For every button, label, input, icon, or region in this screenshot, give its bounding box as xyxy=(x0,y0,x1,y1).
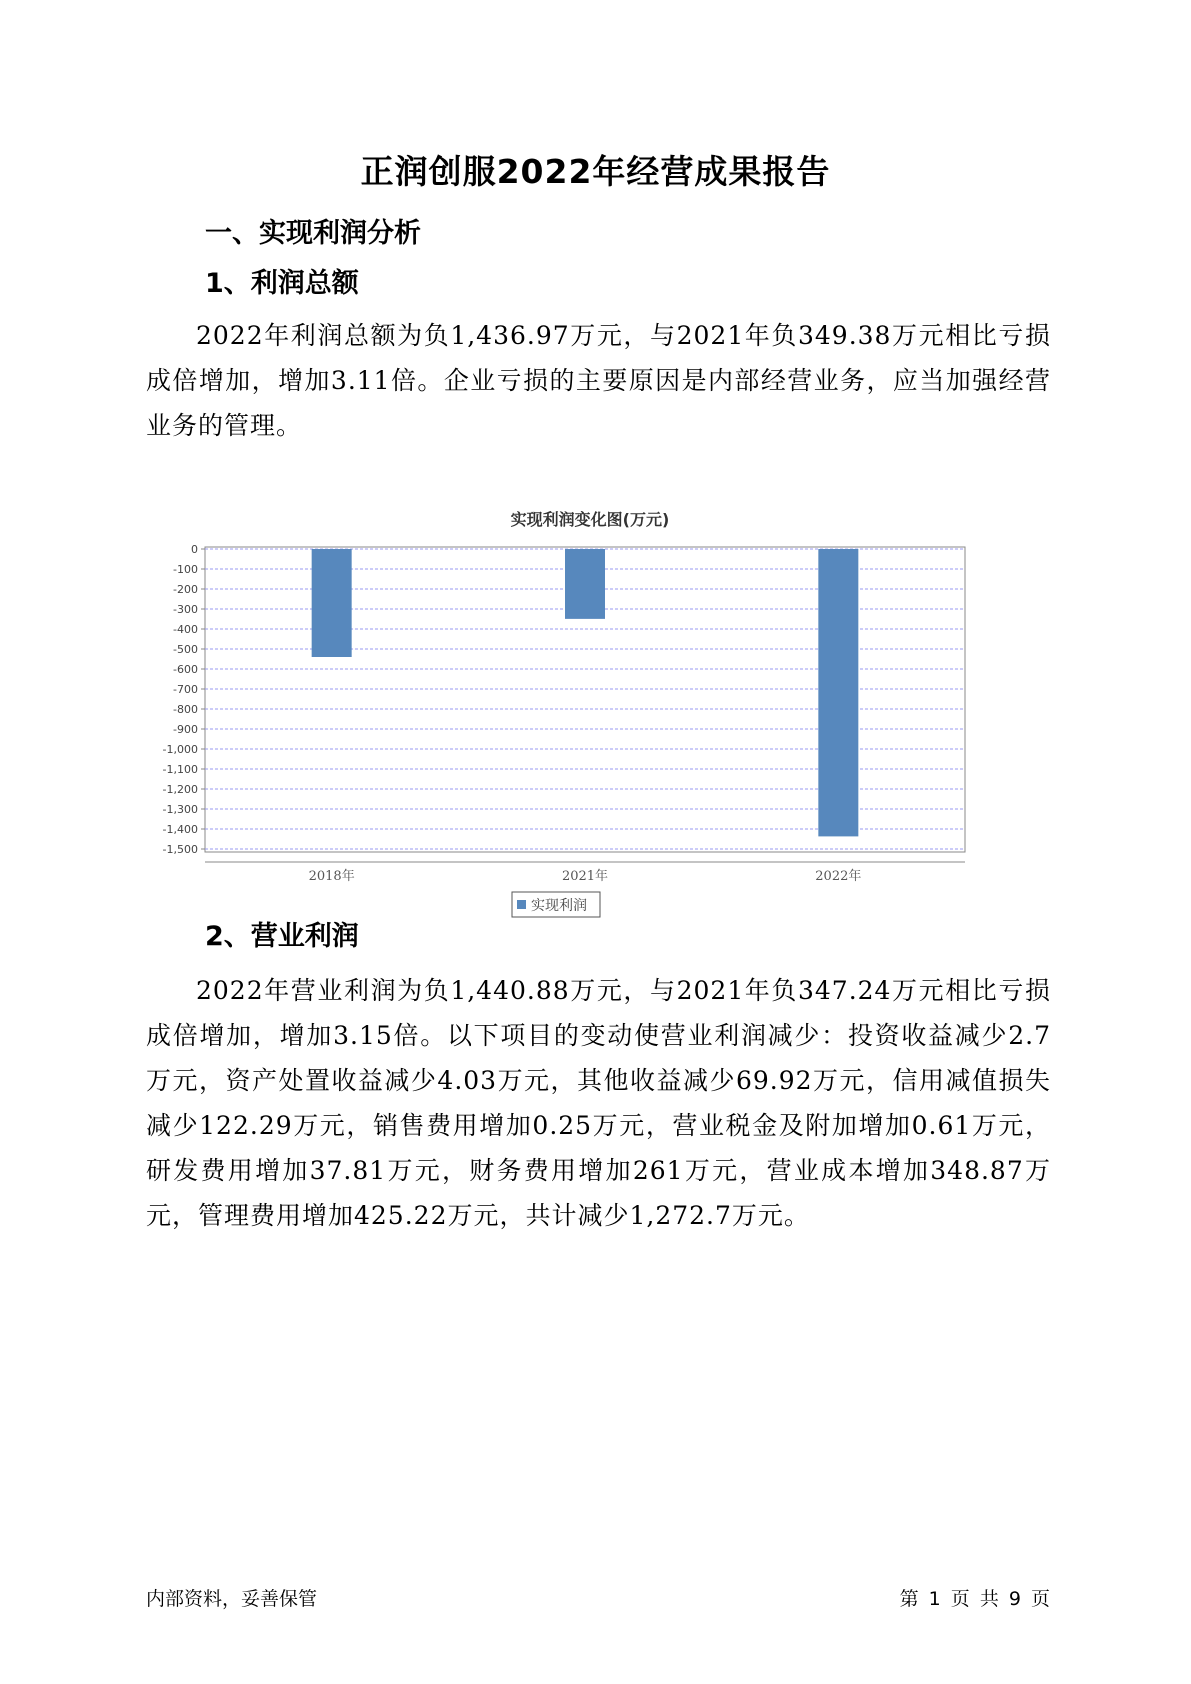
page-title: 正润创服2022年经营成果报告 xyxy=(360,152,831,191)
legend xyxy=(512,892,600,917)
legend-swatch xyxy=(517,900,526,909)
bar-2022年 xyxy=(818,549,858,836)
subsection-heading-profit-total: 1、利润总额 xyxy=(205,268,359,299)
y-tick-label: 0 xyxy=(191,543,198,556)
y-tick-label: -900 xyxy=(173,723,198,736)
chart-title: 实现利润变化图(万元) xyxy=(510,510,670,529)
paragraph-operating-profit: 2022年营业利润为负1,440.88万元，与2021年负347.24万元相比亏损成倍增加，增加3.15倍。以下项目的变动使营业利润减少：投资收益减少2.7万元，资产处置收益减少4.03万元，其他收益减少69.92万元，信用减值损失减少122.29万元，销售费用增加0.25万元，营业税金及附加增加0.61万元，研发费用增加37.81万元，财务费用增加261万元，营业成本增加348.87万元，管理费用增加425.22万元，共计减少1,272.7万元。 xyxy=(146,976,1051,1230)
y-tick-label: -600 xyxy=(173,663,198,676)
y-tick-label: -500 xyxy=(173,643,198,656)
y-tick-label: -1,100 xyxy=(162,763,198,776)
y-tick-label: -1,000 xyxy=(162,743,198,756)
paragraph-profit-total: 2022年利润总额为负1,436.97万元，与2021年负349.38万元相比亏损成倍增加，增加3.11倍。企业亏损的主要原因是内部经营业务，应当加强经营业务的管理。 xyxy=(146,321,1051,440)
y-tick-label: -100 xyxy=(173,563,198,576)
subsection-heading-operating-profit: 2、营业利润 xyxy=(205,921,359,952)
bar-2018年 xyxy=(312,549,352,657)
y-tick-label: -1,500 xyxy=(162,843,198,856)
bar-2021年 xyxy=(565,549,605,619)
y-tick-label: -1,300 xyxy=(162,803,198,816)
y-axis-ticks xyxy=(163,543,205,856)
x-tick-label: 2018年 xyxy=(308,869,355,884)
y-tick-label: -1,400 xyxy=(162,823,198,836)
footer-page-number: 第 1 页 共 9 页 xyxy=(899,1588,1050,1610)
x-axis-ticks xyxy=(205,862,965,884)
profit-chart xyxy=(150,500,1030,960)
legend-label: 实现利润 xyxy=(531,898,587,914)
section-heading: 一、实现利润分析 xyxy=(205,218,421,249)
x-tick-label: 2021年 xyxy=(561,869,609,884)
footer-confidential-note: 内部资料，妥善保管 xyxy=(146,1588,318,1610)
y-tick-label: -400 xyxy=(173,623,198,636)
y-tick-label: -800 xyxy=(173,703,198,716)
y-tick-label: -1,200 xyxy=(162,783,198,796)
y-tick-label: -200 xyxy=(173,583,198,596)
y-tick-label: -300 xyxy=(173,603,198,616)
y-tick-label: -700 xyxy=(173,683,198,696)
x-tick-label: 2022年 xyxy=(815,869,862,884)
